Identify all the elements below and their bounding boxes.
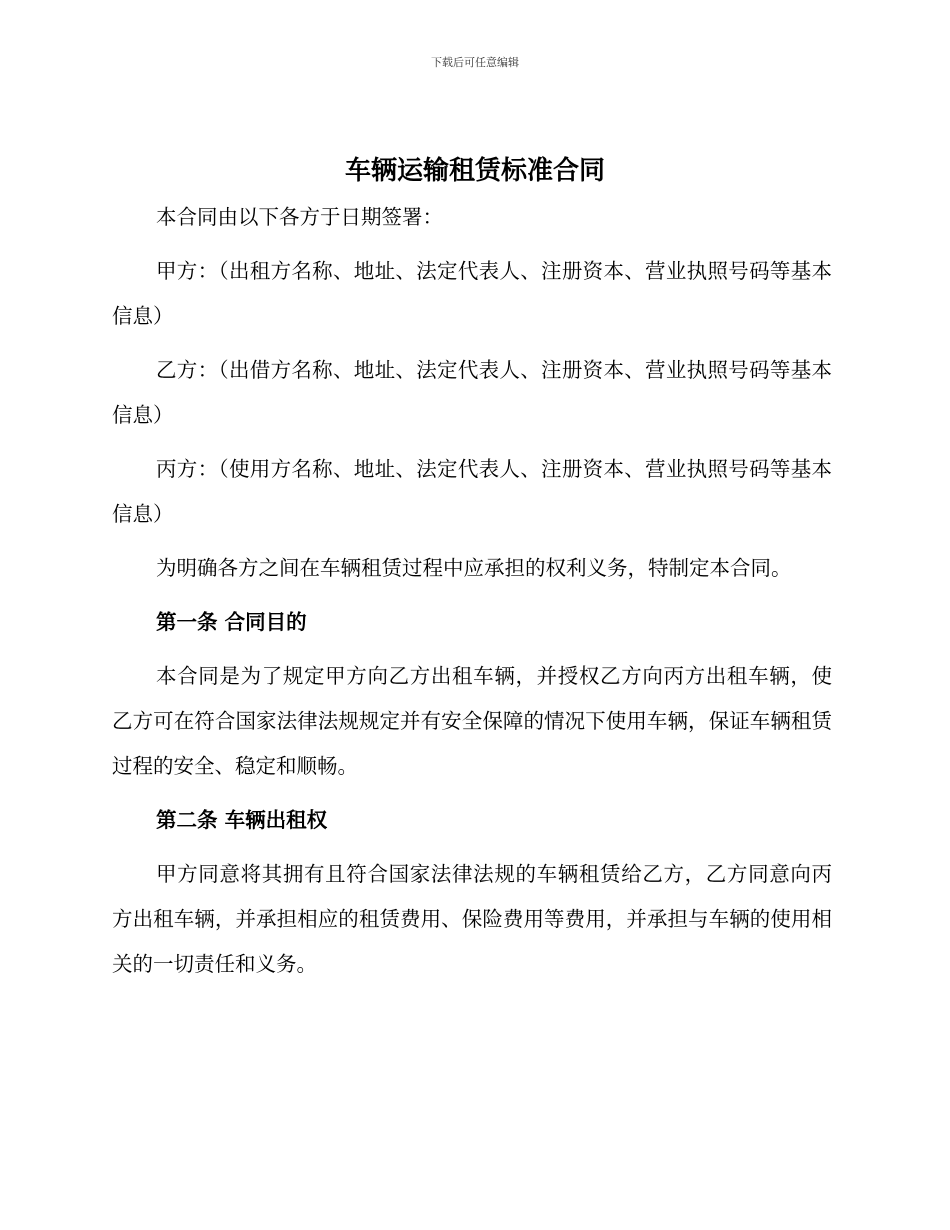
- party-b-paragraph: 乙方：（出借方名称、地址、法定代表人、注册资本、营业执照号码等基本信息）: [112, 358, 832, 427]
- document-title: 车辆运输租赁标准合同: [344, 156, 605, 186]
- party-a-paragraph: 甲方：（出租方名称、地址、法定代表人、注册资本、营业执照号码等基本信息）: [112, 259, 832, 328]
- section-1-heading: 第一条 合同目的: [156, 610, 307, 634]
- section-2-text: 甲方同意将其拥有且符合国家法律法规的车辆租赁给乙方，乙方同意向丙方出租车辆，并承担相应的租赁费用、保险费用等费用，并承担与车辆的使用相关的一切责任和义务。: [112, 862, 832, 976]
- purpose-paragraph: 为明确各方之间在车辆租赁过程中应承担的权利义务，特制定本合同。: [156, 556, 792, 580]
- section-1-text: 本合同是为了规定甲方向乙方出租车辆，并授权乙方向丙方出租车辆，使乙方可在符合国家法律法规规定并有安全保障的情况下使用车辆，保证车辆租赁过程的安全、稳定和顺畅。: [112, 664, 832, 778]
- intro-paragraph: 本合同由以下各方于日期签署：: [156, 205, 443, 229]
- section-2-heading: 第二条 车辆出租权: [156, 808, 328, 832]
- page-header-note: 下载后可任意编辑: [431, 56, 519, 69]
- party-c-paragraph: 丙方：（使用方名称、地址、法定代表人、注册资本、营业执照号码等基本信息）: [112, 457, 832, 526]
- document-body: [112, 195, 832, 996]
